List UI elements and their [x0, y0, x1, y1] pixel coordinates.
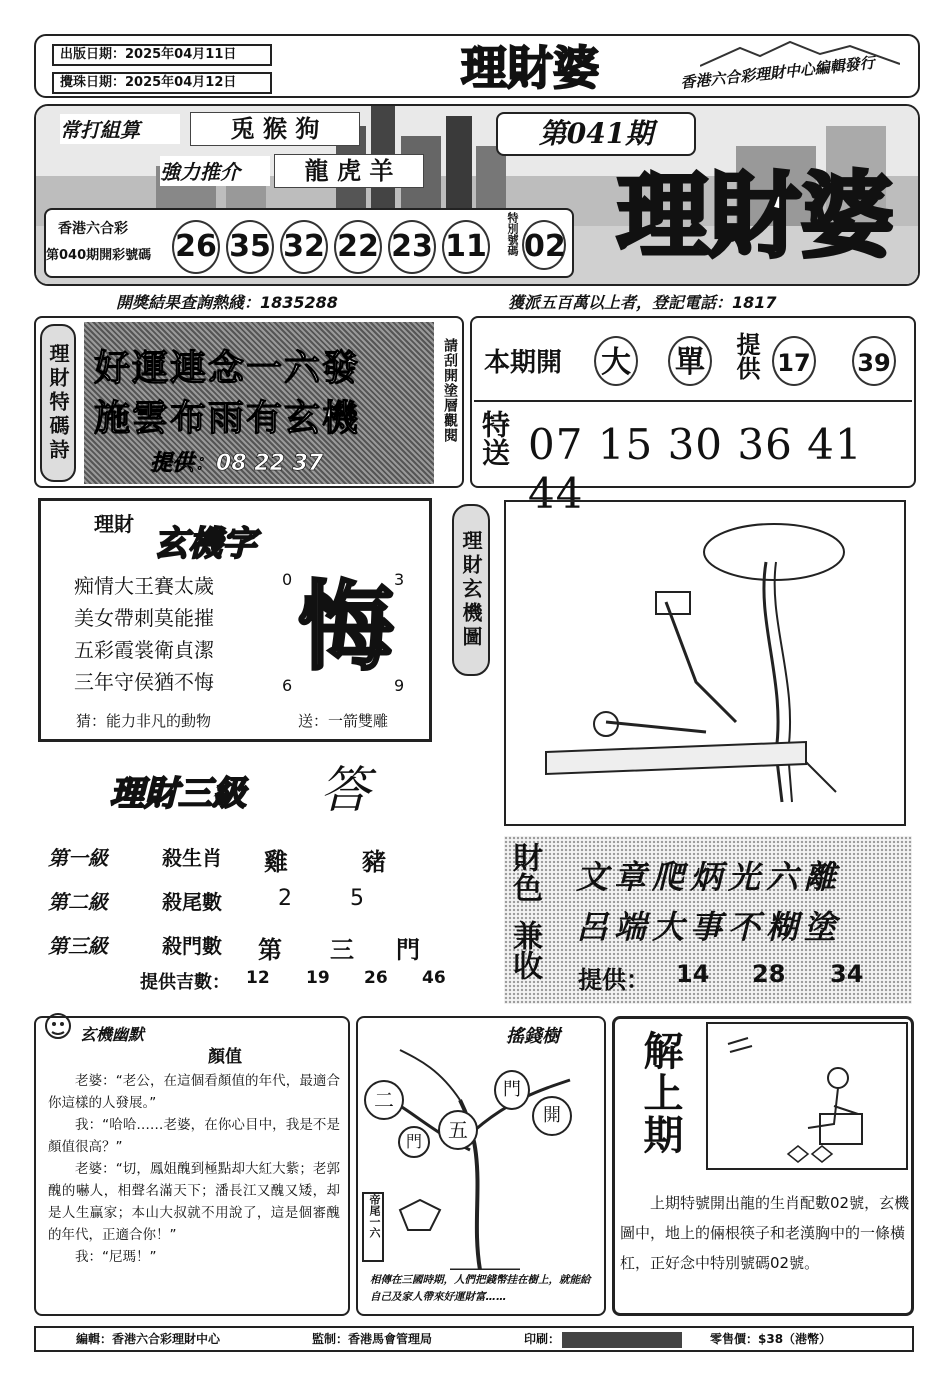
- send-label: 特送: [478, 410, 511, 466]
- mystery-line: 五彩霞裳衛貞潔: [74, 638, 214, 662]
- level-label: 第一級: [48, 846, 108, 870]
- draw-date: 攪珠日期：2025年04月12日: [52, 72, 272, 94]
- result-ball: 26: [172, 220, 220, 274]
- hotline-register: 獲派五百萬以上者，登記電話：1817: [508, 293, 777, 312]
- level-value: 第: [258, 936, 282, 964]
- level-label: 第二級: [48, 890, 108, 914]
- send-numbers: 07 15 30 36 41 44: [528, 420, 863, 518]
- joke-paragraph: 老婆：“切，鳳姐醜到極點却大紅大紫；老郭醜的嚇人，相聲名滿天下；潘長江又醜又矮，却是人生贏家；本山大叔就不用說了，這是個審醜的年代，正適合你！”: [48, 1161, 340, 1243]
- scratch-note: 請刮開塗層觀閱: [442, 338, 458, 443]
- tree-fruit: 開: [532, 1096, 572, 1136]
- result-ball: 11: [442, 220, 490, 274]
- tree-fruit: 二: [364, 1080, 404, 1120]
- level-value: 三: [330, 936, 354, 964]
- special-label: 特別號碼: [506, 212, 519, 256]
- lucky-num: 46: [422, 968, 446, 988]
- masthead-title: 理財婆: [461, 41, 599, 95]
- zodiac-row2-label: 強力推介: [160, 156, 270, 186]
- wealth-side2: 兼收: [507, 920, 542, 980]
- mystery-line: 美女帶刺莫能摧: [74, 606, 214, 630]
- joke-paragraph: 我：“哈哈……老婆，在你心目中，我是不是顏值很高？”: [48, 1117, 340, 1155]
- wealth-line2: 呂端大事不糊塗: [576, 908, 843, 946]
- corner-num: 3: [394, 570, 405, 589]
- money-tree-caption: 相傳在三國時期，人們把錢幣挂在樹上，就能給自己及家人帶來好運財富……: [370, 1274, 591, 1303]
- results-label1: 香港六合彩: [58, 221, 128, 237]
- joke-title: 顏值: [208, 1047, 242, 1067]
- wealth-num: 14: [676, 960, 710, 988]
- mountain-deco: [700, 38, 900, 68]
- provide-label: 提供: [732, 332, 760, 380]
- mystery-pic-side-title: 理財玄機圖: [452, 504, 490, 676]
- issue-number: 第041期: [496, 112, 696, 156]
- big-title: 理財婆: [616, 162, 893, 270]
- level-type: 殺門數: [162, 934, 222, 958]
- joke-header: 玄機幽默: [80, 1025, 145, 1044]
- poem-line1: 好運連念一六發: [94, 347, 361, 389]
- poem-provide: 提供：08 22 37: [150, 451, 324, 476]
- special-ball: 02: [522, 220, 566, 270]
- level-row: [40, 930, 480, 970]
- zodiac-row2: 龍 虎 羊: [274, 154, 424, 188]
- mystery-line: 三年守侯猶不悔: [74, 670, 214, 694]
- three-levels-answer: 答: [320, 761, 370, 819]
- wealth-line1: 文章爬炳光六離: [576, 858, 843, 896]
- this-issue-label: 本期開: [484, 348, 563, 378]
- wealth-side1: 財色: [507, 842, 542, 902]
- mystery-title: 玄機字: [154, 524, 256, 564]
- pick-big: 大: [594, 336, 638, 386]
- lucky-label: 提供吉數：: [140, 972, 230, 993]
- tree-fruit: 門: [398, 1126, 430, 1158]
- result-ball: 35: [226, 220, 274, 274]
- pick-odd: 單: [668, 336, 712, 386]
- wealth-num: 28: [752, 960, 786, 988]
- result-ball: 32: [280, 220, 328, 274]
- level-value: 5: [350, 886, 364, 911]
- footer-editor: 編輯：香港六合彩理財中心: [76, 1332, 221, 1346]
- zodiac-row1-label: 常打組算: [60, 114, 180, 144]
- joke-body: [48, 1070, 340, 1310]
- money-tree-title: 搖錢樹: [506, 1026, 560, 1047]
- solution-title: 解上期: [637, 1030, 683, 1156]
- poem-line2: 施雲布雨有玄機: [94, 397, 361, 439]
- level-row: [40, 842, 480, 882]
- wealth-provide-label: 提供：: [578, 966, 650, 994]
- corner-num: 6: [282, 676, 293, 695]
- result-ball: 23: [388, 220, 436, 274]
- provide-num: 17: [772, 336, 816, 386]
- level-type: 殺尾數: [162, 890, 222, 914]
- lucky-num: 26: [364, 968, 388, 988]
- tree-fruit: 門: [494, 1070, 530, 1110]
- three-levels-table: [40, 838, 480, 968]
- provide-num: 39: [852, 336, 896, 386]
- level-value: 豬: [362, 848, 386, 876]
- tree-fruit: 五: [438, 1110, 478, 1150]
- zodiac-row1: 兎 猴 狗: [190, 112, 360, 146]
- level-value: 雞: [264, 848, 288, 876]
- mystery-send: 送：一箭雙雕: [298, 712, 389, 730]
- level-row: [40, 886, 480, 926]
- wealth-num: 34: [830, 960, 864, 988]
- level-value: 門: [396, 936, 420, 964]
- solution-pic-frame: [706, 1022, 908, 1170]
- result-ball: 22: [334, 220, 382, 274]
- footer-supervisor: 監制：香港馬會管理局: [312, 1332, 433, 1346]
- mystery-pic-illustration: [506, 502, 904, 824]
- level-type: 殺生肖: [162, 846, 222, 870]
- corner-num: 9: [394, 676, 405, 695]
- level-value: 2: [278, 886, 292, 911]
- hotline-query: 開獎結果查詢熱綫：1835288: [116, 293, 338, 312]
- footer-printer-redacted: [562, 1332, 682, 1348]
- level-label: 第三級: [48, 934, 108, 958]
- mystery-brand: 理財: [94, 512, 134, 536]
- footer-printer: 印刷：: [524, 1332, 561, 1346]
- results-label2: 第040期開彩號碼: [46, 248, 152, 263]
- money-tree-illustration: [360, 1040, 600, 1270]
- joke-icon: [36, 1008, 80, 1048]
- poem-side-title: 理財特碼詩: [40, 324, 76, 482]
- mystery-big-char: 悔: [298, 571, 394, 683]
- lucky-num: 12: [246, 968, 270, 988]
- footer-price: 零售價：$38（港幣）: [710, 1332, 832, 1346]
- three-levels-title: 理財三級: [110, 774, 246, 814]
- money-tree-tag: 帝尾一六: [362, 1192, 384, 1262]
- publisher-line: 香港六合彩理財中心編輯發行: [679, 53, 876, 92]
- joke-paragraph: 老婆：“老公，在這個看顏值的年代，最適合你這樣的人發展。”: [48, 1073, 340, 1111]
- mystery-guess: 猜：能力非凡的動物: [76, 712, 212, 730]
- mystery-line: 痴情大王賽太歲: [74, 574, 214, 598]
- lucky-num: 19: [306, 968, 330, 988]
- publish-date: 出版日期：2025年04月11日: [52, 44, 272, 66]
- result-numbers: [172, 220, 488, 272]
- joke-paragraph: 我：“尼瑪！”: [75, 1249, 157, 1265]
- solution-text: 上期特號開出龍的生肖配數02號，玄機圖中，地上的倆根筷子和老漢胸中的一條橫杠，正好念中特別號碼02號。: [620, 1194, 910, 1272]
- corner-num: 0: [282, 570, 293, 589]
- solution-illustration: [708, 1024, 906, 1168]
- mystery-pic-frame: [504, 500, 906, 826]
